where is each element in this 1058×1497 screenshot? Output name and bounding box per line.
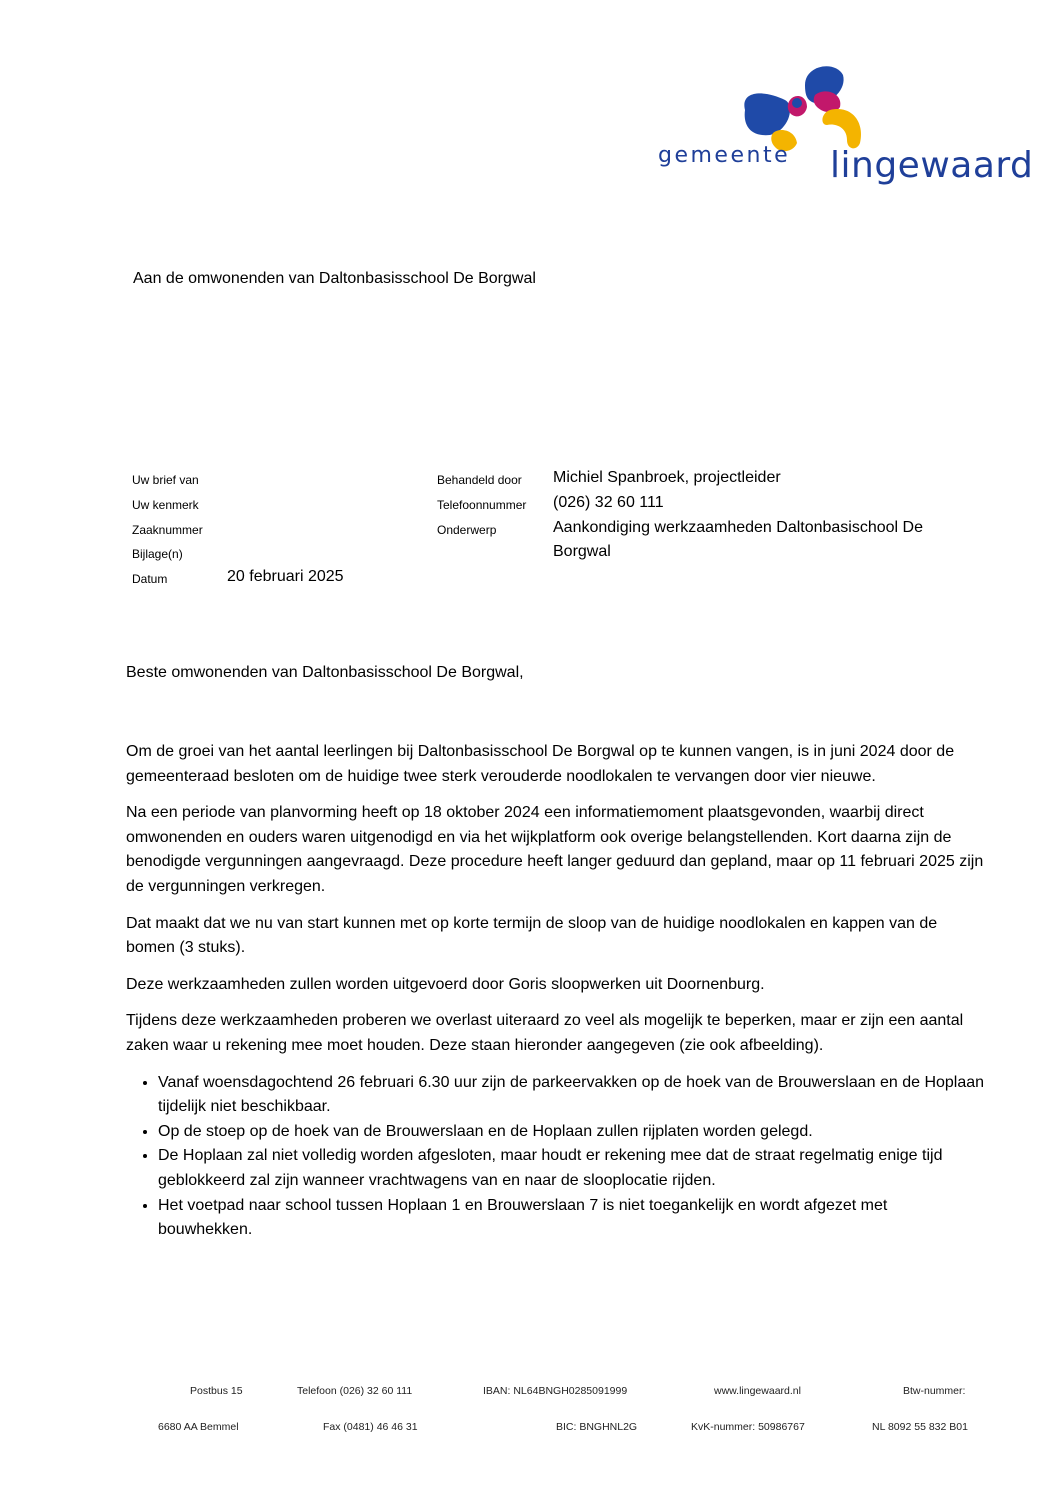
- list-item: • De Hoplaan zal niet volledig worden afgesloten, maar houdt er rekening mee dat de straat regelmatig enige tijd geblokkeerd zal zijn wanneer vrachtwagens van en naar de slooplocatie rijden.: [158, 1144, 986, 1193]
- list-item: • Vanaf woensdagochtend 26 februari 6.30 uur zijn de parkeervakken op de hoek van de Brouwerslaan en de Hoplaan tijdelijk niet beschikbaar.: [158, 1071, 986, 1120]
- logo-word-lingewaard: lingewaard: [830, 145, 1034, 186]
- meta-value-telefoonnummer: (026) 32 60 111: [553, 494, 664, 511]
- addressee-line: Aan de omwonenden van Daltonbasisschool De Borgwal: [133, 270, 536, 287]
- footer-kvk: KvK-nummer: 50986767: [691, 1421, 805, 1433]
- meta-value-onderwerp-line1: Aankondiging werkzaamheden Daltonbasischool De: [553, 519, 924, 536]
- bullet-list: [126, 1071, 986, 1243]
- salutation: Beste omwonenden van Daltonbasisschool De Borgwal,: [126, 664, 524, 681]
- footer-website[interactable]: www.lingewaard.nl: [714, 1385, 801, 1397]
- footer-telefoon: Telefoon (026) 32 60 111: [297, 1385, 413, 1397]
- paragraph: Dat maakt dat we nu van start kunnen met op korte termijn de sloop van de huidige noodlokalen en kappen van de bomen (3 stuks).: [126, 914, 938, 957]
- list-item: • Op de stoep op de hoek van de Brouwerslaan en de Hoplaan zullen rijplaten worden gelegd.: [158, 1120, 986, 1145]
- meta-label-behandeld-door: Behandeld door: [437, 473, 522, 487]
- paragraph: Om de groei van het aantal leerlingen bij Daltonbasisschool De Borgwal op te kunnen vangen, is in juni 2024 door de gemeenteraad besloten om de huidige twee sterk verouderde noodlokalen te vervangen door vier nieuwe.: [126, 743, 955, 785]
- meta-label-uw-kenmerk: Uw kenmerk: [132, 498, 199, 512]
- paragraph: Deze werkzaamheden zullen worden uitgevoerd door Goris sloopwerken uit Doornenburg.: [126, 975, 765, 993]
- meta-value-onderwerp-line2: Borgwal: [553, 543, 611, 560]
- footer-iban: IBAN: NL64BNGH0285091999: [483, 1385, 628, 1397]
- meta-label-uw-brief-van: Uw brief van: [132, 473, 199, 487]
- footer-bic: BIC: BNGHNL2G: [556, 1421, 638, 1433]
- logo-butterfly-icon: [735, 55, 935, 155]
- paragraph: Tijdens deze werkzaamheden proberen we overlast uiteraard zo veel als mogelijk te beperken, maar er zijn een aantal zaken waar u rekening mee moet houden. Deze staan hieronder aangegeven (zie ook afbeelding).: [126, 1012, 964, 1054]
- logo-word-gemeente: gemeente: [658, 143, 791, 168]
- meta-label-telefoonnummer: Telefoonnummer: [437, 498, 527, 512]
- footer-btw-number: NL 8092 55 832 B01: [872, 1421, 968, 1433]
- meta-value-datum: 20 februari 2025: [227, 568, 344, 585]
- list-item: • Het voetpad naar school tussen Hoplaan 1 en Brouwerslaan 7 is niet toegankelijk en wordt afgezet met bouwhekken.: [158, 1194, 986, 1243]
- footer-postbus: Postbus 15: [190, 1385, 243, 1397]
- meta-label-datum: Datum: [132, 572, 168, 586]
- letter-body: [126, 740, 986, 1243]
- municipality-logo: [650, 55, 1034, 200]
- meta-label-onderwerp: Onderwerp: [437, 523, 497, 537]
- footer-postcode: 6680 AA Bemmel: [158, 1421, 239, 1433]
- meta-value-behandeld-door: Michiel Spanbroek, projectleider: [553, 469, 781, 486]
- meta-label-zaaknummer: Zaaknummer: [132, 523, 203, 537]
- paragraph: Na een periode van planvorming heeft op 18 oktober 2024 een informatiemoment plaatsgevonden, waarbij direct omwonenden en ouders waren uitgenodigd en via het wijkplatform ook overige belangstellenden. Kort daarna zijn de benodigde vergunningen aangevraagd. Deze procedure heeft langer geduurd dan gepland, maar op 11 februari 2025 zijn de vergunningen verkregen.: [126, 804, 984, 895]
- meta-label-bijlagen: Bijlage(n): [132, 547, 183, 561]
- footer-btw-label: Btw-nummer:: [903, 1385, 966, 1397]
- footer-fax: Fax (0481) 46 46 31: [323, 1421, 418, 1433]
